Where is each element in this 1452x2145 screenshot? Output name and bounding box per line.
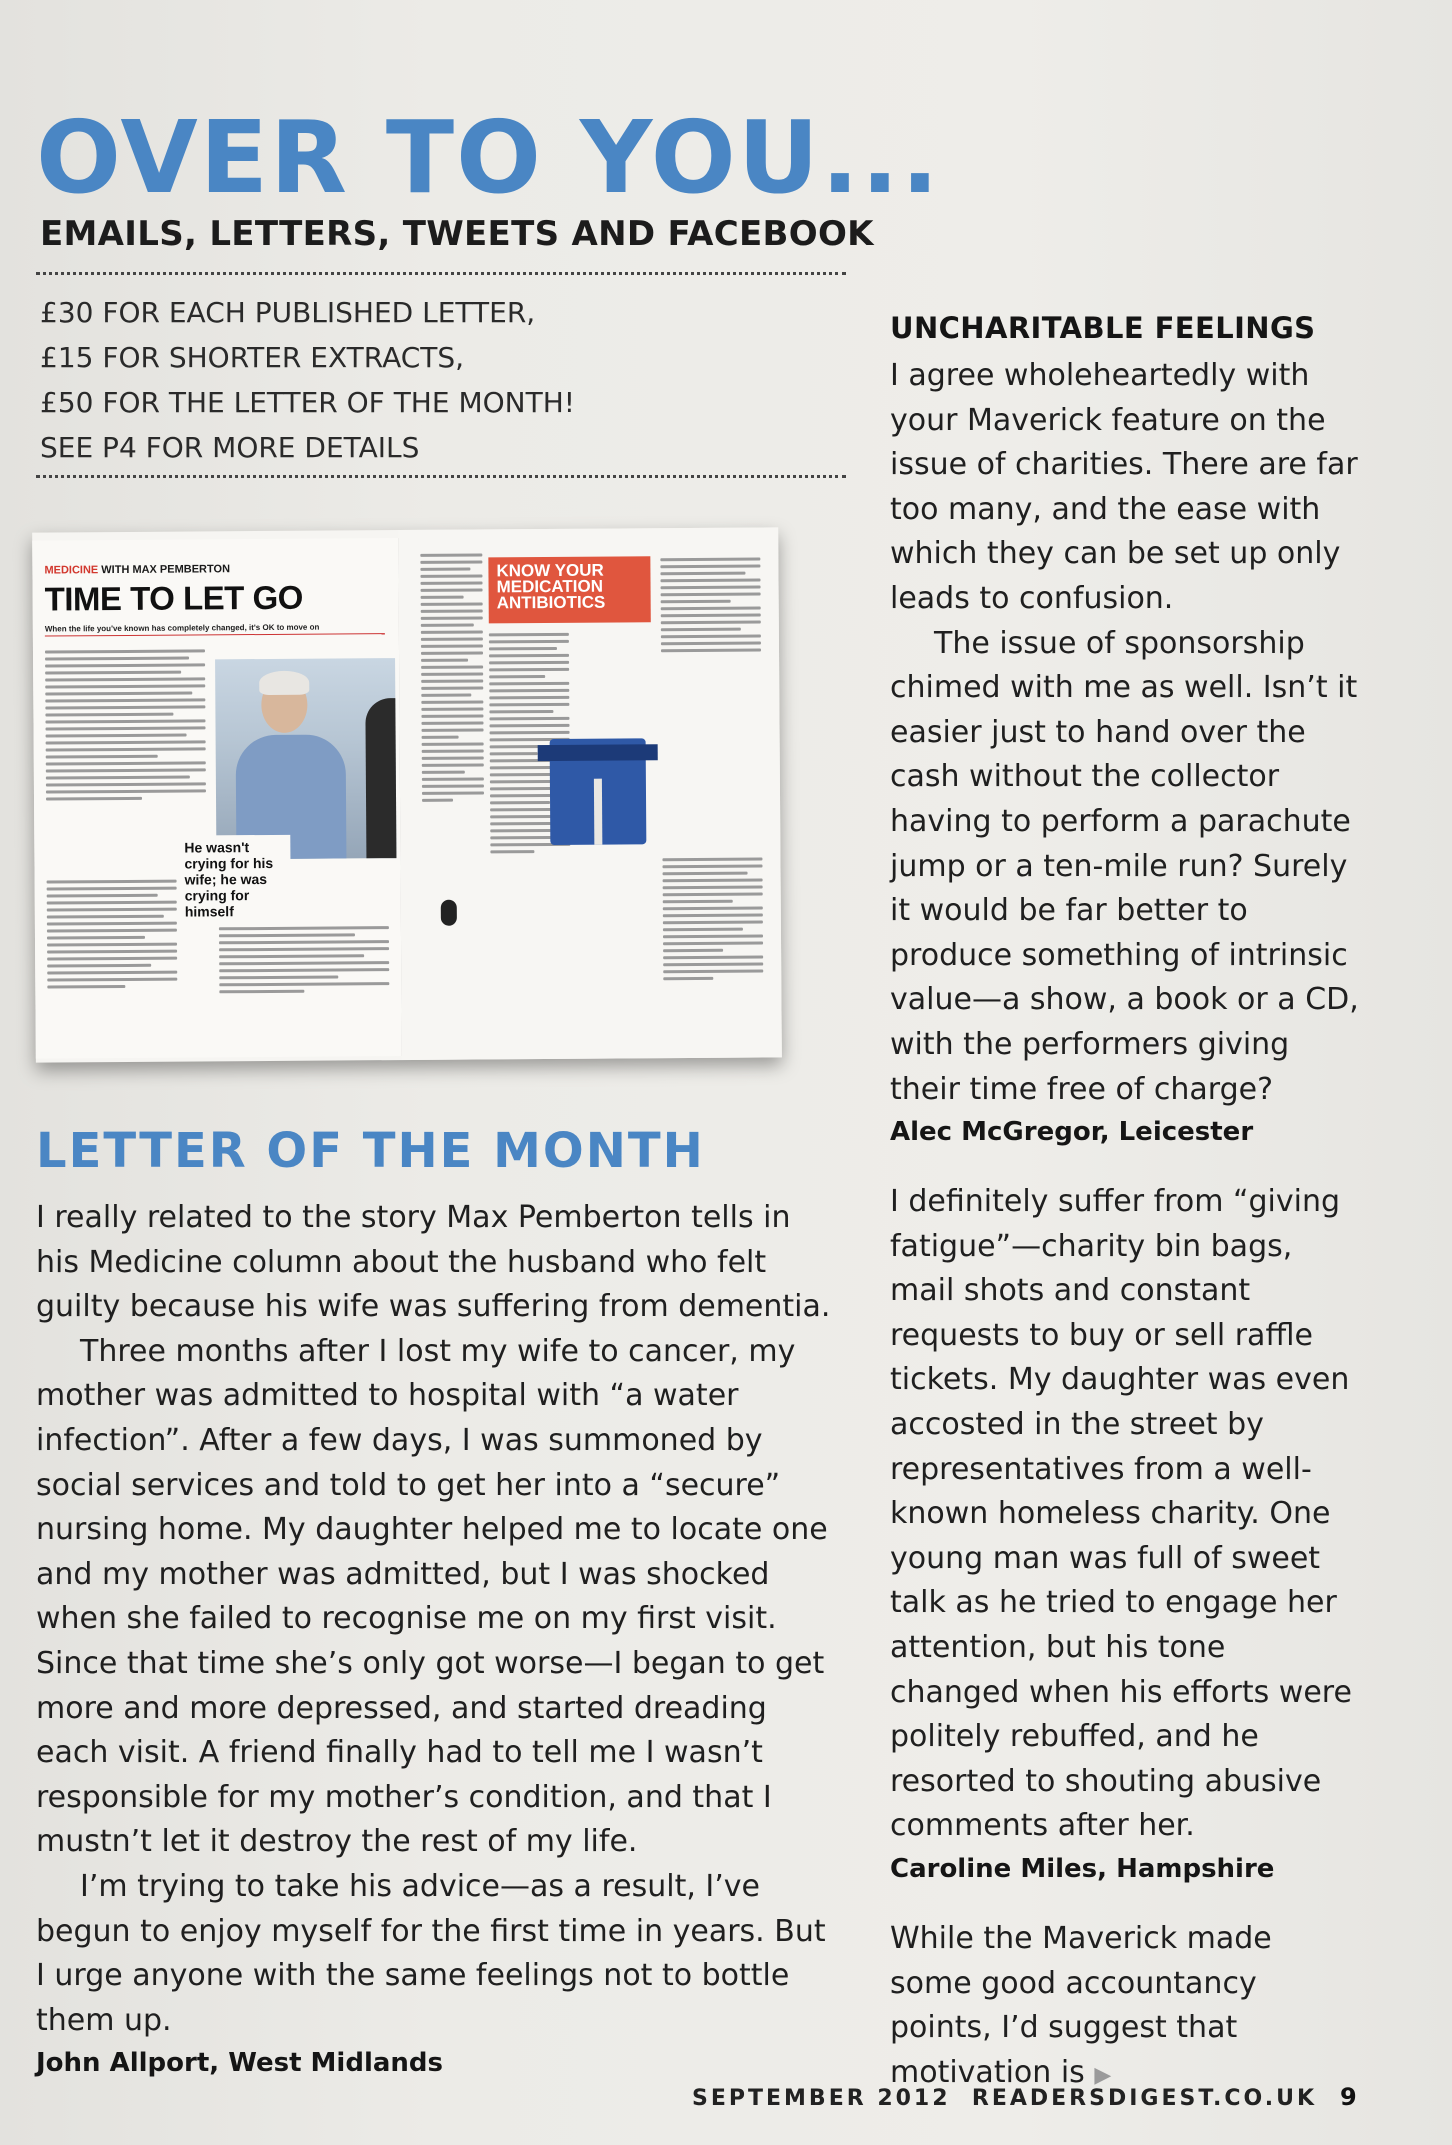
divider-top [36, 272, 846, 275]
issue-date: SEPTEMBER 2012 [692, 2086, 951, 2111]
letter-signature: Caroline Miles, Hampshire [890, 1854, 1275, 1884]
term-line: £30 FOR EACH PUBLISHED LETTER, [40, 296, 536, 329]
letter-paragraph: I agree wholeheartedly with your Maverick feature on the issue of charities. There are far too many, and the ease with which they can be set up only leads to confusion. [890, 358, 1358, 616]
spread-body-text-3 [219, 926, 389, 997]
box-line-1: KNOW YOUR [496, 560, 604, 581]
spread-jeans-illustration [550, 738, 647, 845]
term-line: £15 FOR SHORTER EXTRACTS, [40, 341, 465, 374]
spread-left-page [32, 538, 403, 1059]
letter-of-month-heading: LETTER OF THE MONTH [36, 1123, 705, 1179]
spread-box-text-3 [662, 858, 763, 985]
letter-paragraph: I definitely suffer from “giving fatigue”—charity bin bags, mail shots and constant requests to buy or sell raffle tickets. My daughter was even accosted in the street by representatives from a well-known homeless charity. One young man was full of sweet talk as he tried to engage her attention, but his tone changed when his efforts were politely rebuffed, and he resorted to shouting abusive comments after her. [890, 1184, 1352, 1844]
spread-title: TIME TO LET GO [44, 578, 303, 618]
box-line-3: ANTIBIOTICS [496, 592, 606, 613]
spread-body-text-2 [47, 880, 178, 993]
letter-paragraph: I’m trying to take his advice—as a result, I’ve begun to enjoy myself for the first time in years. But I urge anyone with the same feelings not to bottle them up. [36, 1868, 826, 2038]
spread-photo [215, 658, 396, 859]
payment-terms [40, 290, 575, 470]
letter-paragraph: Three months after I lost my wife to cancer, my mother was admitted to hospital with “a water infection”. After a few days, I was summoned by social services and told to get her into a “secure” nursing home. My daughter helped me to locate one and my mother was admitted, but I was shocked when she failed to recognise me on my first visit. Since that time she’s only got worse—I began to get more and more depressed, and started dreading each visit. A friend finally had to tell me I wasn’t responsible for my mother’s condition, and that I mustn’t let it destroy the rest of my life. [36, 1333, 828, 1860]
box-line-2: MEDICATION [496, 576, 604, 597]
page-subtitle: EMAILS, LETTERS, TWEETS AND FACEBOOK [40, 214, 874, 254]
website: READERSDIGEST.CO.UK [971, 2086, 1317, 2111]
page-number: 9 [1340, 2083, 1357, 2111]
term-line: £50 FOR THE LETTER OF THE MONTH! [40, 386, 575, 419]
spread-kicker-section: MEDICINE [44, 564, 99, 577]
divider-bottom [36, 475, 846, 478]
letter-of-month [36, 1196, 836, 2083]
spread-box-text-2 [660, 558, 761, 657]
magazine-spread-image [32, 527, 782, 1062]
spread-standfirst: When the life you've known has completely changed, it's OK to move on [45, 622, 385, 636]
letter-paragraph: The issue of sponsorship chimed with me as well. Isn’t it easier just to hand over the cash without the collector having to perform a parachute jump or a ten-mile run? Surely it would be far better to produce something of intrinsic value—a show, a book or a CD, with the performers giving their time free of charge? [890, 625, 1359, 1107]
uncharitable-feelings-column [890, 306, 1360, 2098]
letter-paragraph-continued [890, 1917, 1360, 2098]
continue-arrow-icon: ▶ [1094, 2062, 1112, 2088]
letter-signature: John Allport, West Midlands [36, 2048, 443, 2079]
letter-paragraph: I really related to the story Max Pemberton tells in his Medicine column about the husband who felt guilty because his wife was suffering from dementia. [36, 1200, 831, 1325]
page-title: OVER TO YOU... [36, 99, 941, 216]
term-line: SEE P4 FOR MORE DETAILS [40, 431, 420, 464]
spread-body-text [45, 649, 206, 804]
spread-pull-quote: He wasn't crying for his wife; he was crying for himself [178, 835, 291, 924]
spread-medication-box [488, 556, 650, 623]
spread-kicker-author: WITH MAX PEMBERTON [98, 563, 231, 577]
column-heading: UNCHARITABLE FEELINGS [890, 311, 1316, 345]
letter-signature: Alec McGregor, Leicester [890, 1117, 1254, 1148]
continued-text: While the Maverick made some good accountancy points, I’d suggest that motivation is [890, 1921, 1272, 2090]
spread-right-page [398, 527, 782, 1060]
microphone-icon [441, 900, 457, 926]
page-footer [692, 2086, 1317, 2111]
spread-kicker [44, 563, 230, 576]
spread-right-text [420, 553, 484, 805]
